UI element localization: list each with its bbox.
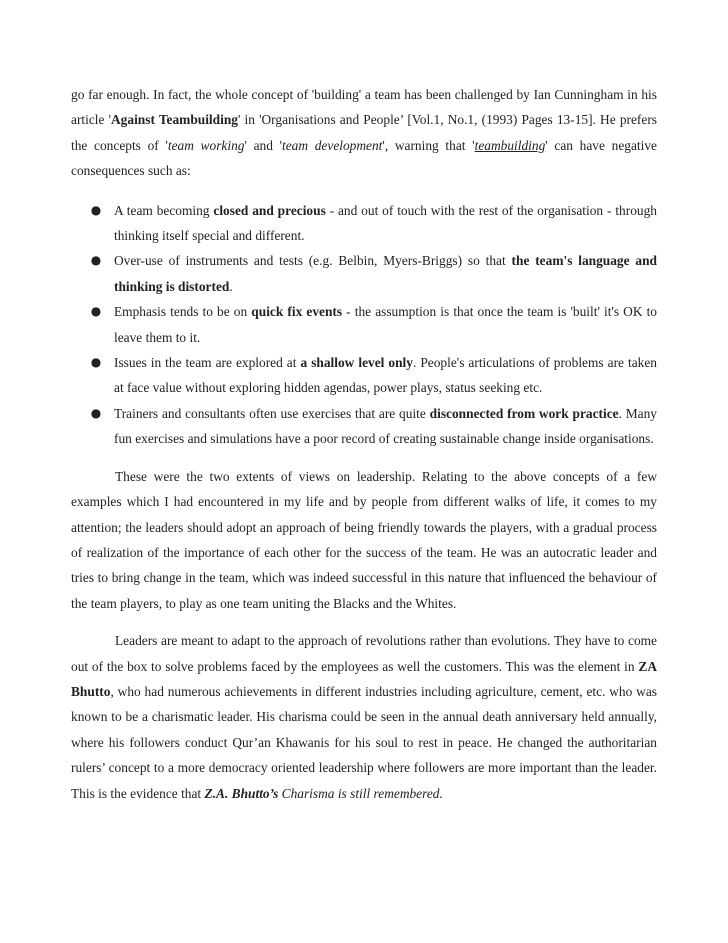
consequences-list (71, 198, 657, 452)
list-item (71, 401, 657, 452)
bullet-icon: ● (90, 304, 102, 319)
list-item (71, 299, 657, 350)
list-item (71, 198, 657, 249)
intro-text-7: ', warning that ' (382, 137, 475, 153)
intro-text-9: ' can have negative consequences such as: (71, 137, 657, 179)
list-item-text: . Many fun exercises and simulations have a poor record of creating sustainable change inside organisations. (114, 405, 658, 447)
list-item-text: Trainers and consultants often use exercises that are quite (114, 405, 430, 421)
bullet-icon: ● (90, 355, 102, 370)
intro-text-5: ' and ' (244, 137, 283, 153)
article-title: Against Teambuilding (111, 112, 238, 128)
bhutto-name: ZA Bhutto (71, 658, 657, 699)
bhutto-text-1: Leaders are meant to adapt to the approach of revolutions rather than evolutions. They have to come out of the box to solve problems faced by the employees as well the customers. This was the element in (71, 633, 657, 674)
list-item-emphasis: disconnected from work practice (429, 405, 619, 421)
term-team-working: team working (167, 137, 245, 153)
list-item-text: - the assumption is that once the team is 'built' it's OK to leave them to it. (114, 304, 657, 345)
bullet-icon: ● (90, 405, 102, 420)
list-item-text: Emphasis tends to be on (114, 304, 252, 320)
list-item (71, 350, 657, 401)
list-item-text: Over-use of instruments and tests (e.g. Belbin, Myers-Briggs) so that (114, 253, 512, 269)
list-item-emphasis: a shallow level only (300, 355, 413, 371)
bullet-icon: ● (90, 253, 102, 268)
bullet-icon: ● (90, 202, 102, 217)
intro-paragraph (71, 82, 657, 184)
leadership-views-paragraph: These were the two extents of views on leadership. Relating to the above concepts of a few examples which I had encountered in my life and by people from different walks of life, it comes to my attention; the leaders should adopt an approach of being friendly towards the players, with a gradual process of realization of the importance of each other for the success of the team. He was an autocratic leader and tries to bring change in the team, which was indeed successful in this nature that influenced the behaviour of the team players, to play as one team uniting the Blacks and the Whites. (71, 468, 657, 611)
term-team-development: team development (282, 137, 383, 153)
list-item-emphasis: quick fix events (251, 304, 343, 320)
bhutto-closing: Charisma is still remembered. (278, 785, 443, 801)
list-item-text: . People's articulations of problems are taken at face value without exploring hidden agendas, power plays, status seeking etc. (114, 355, 657, 396)
bhutto-paragraph (71, 628, 657, 806)
intro-text-1: go far enough. In fact, the whole concept of 'building' a team has been challenged by Ian Cunningham in his article ' (71, 87, 657, 128)
bhutto-text-3: , who had numerous achievements in different industries including agriculture, cement, etc. who was known to be a charismatic leader. His charisma could be seen in the annual death anniversary held annually, where his followers conduct Qur’an Khawanis for his soul to rest in peace. He changed the authoritarian rulers’ concept to a more democracy oriented leadership where followers are more important than the leader. This is the evidence that (71, 683, 657, 801)
list-item-emphasis: the team's language and thinking is distorted (114, 253, 657, 294)
list-item-text: . (229, 278, 233, 294)
bhutto-possessive: Z.A. Bhutto’s (204, 785, 279, 801)
list-item (71, 248, 657, 299)
intro-text-3: ' in 'Organisations and People’ [Vol.1, No.1, (1993) Pages 13-15]. He prefers the concepts of ' (71, 112, 657, 153)
term-teambuilding: teambuilding (474, 137, 546, 153)
list-item-text: - and out of touch with the rest of the organisation - through thinking itself special and different. (114, 202, 657, 244)
list-item-text: A team becoming (114, 202, 214, 218)
document-page (71, 82, 657, 806)
list-item-emphasis: closed and precious (213, 202, 326, 218)
list-item-text: Issues in the team are explored at (114, 355, 301, 371)
